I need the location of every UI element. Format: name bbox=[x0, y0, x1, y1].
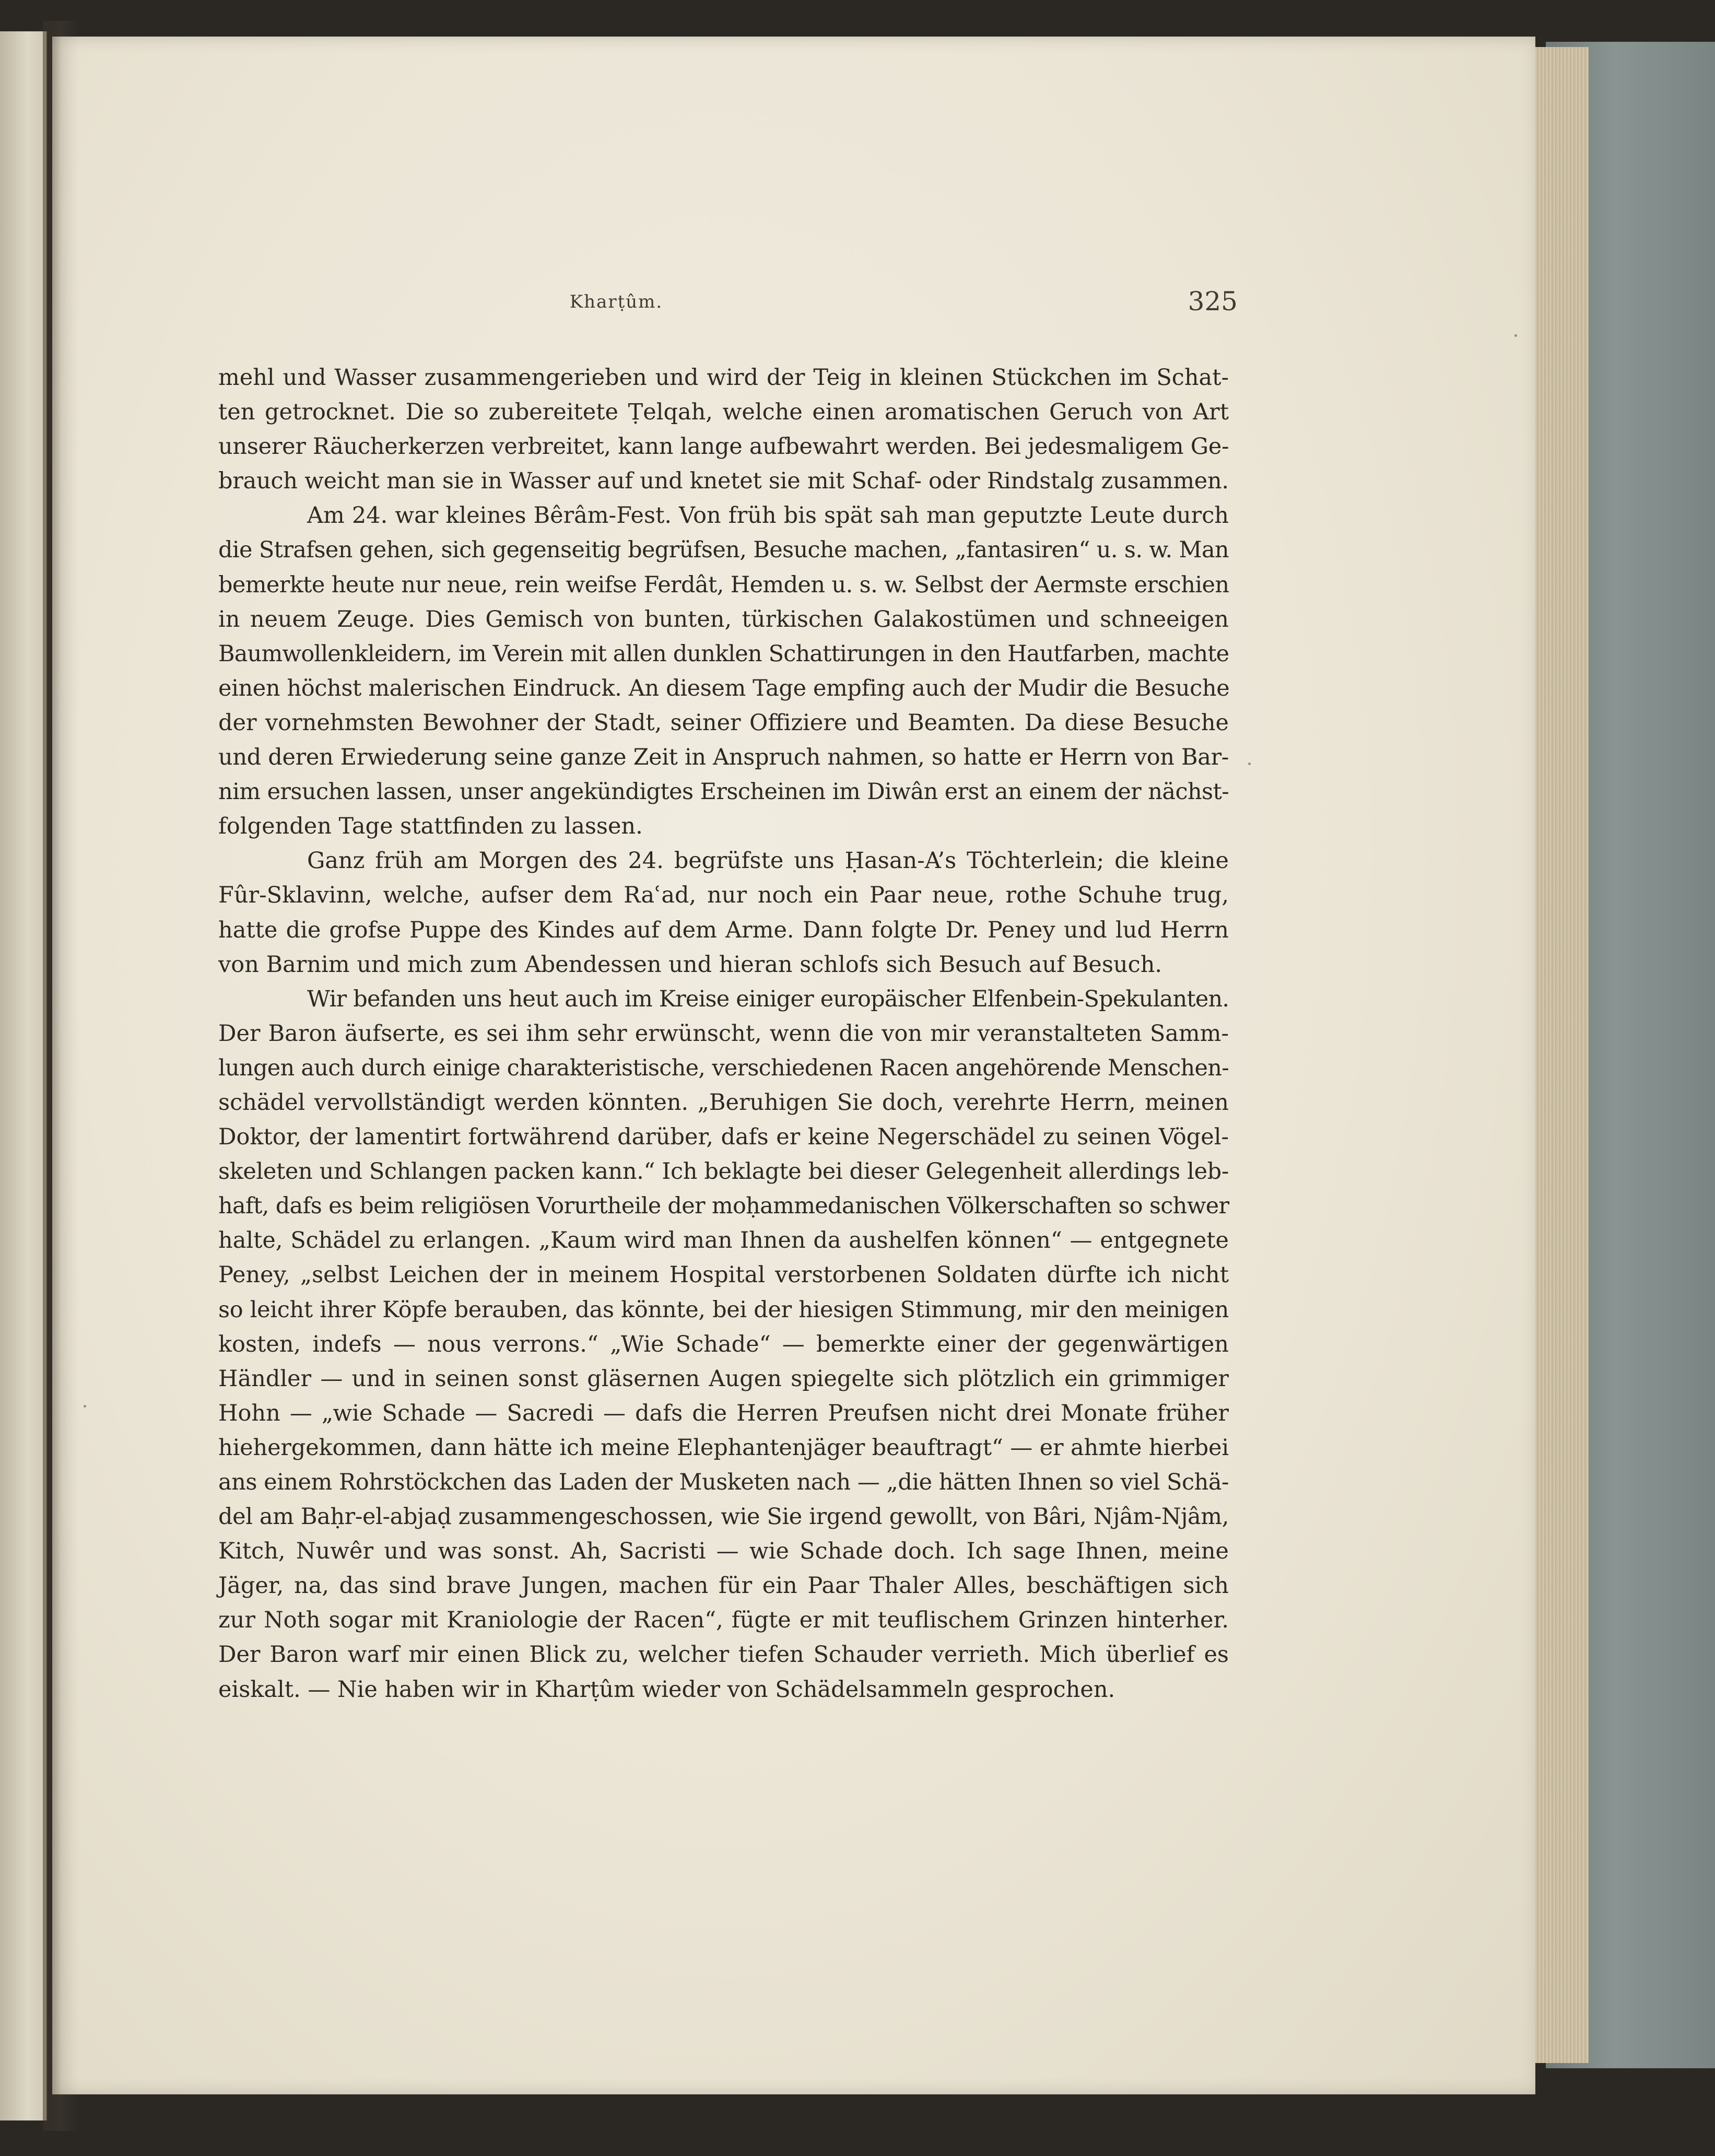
text-line: der vornehmsten Bewohner der Stadt, seiner Offiziere und Beamten. Da diese Besuche bbox=[218, 709, 1229, 736]
text-line: ans einem Rohrstöckchen das Laden der Musketen nach — „die hätten Ihnen so viel Schä- bbox=[218, 1469, 1229, 1495]
text-line: Der Baron äufserte, es sei ihm sehr erwünscht, wenn die von mir veranstalteten Samm- bbox=[218, 1020, 1229, 1047]
text-line: folgenden Tage stattfinden zu lassen. bbox=[218, 813, 643, 840]
text-line: einen höchst malerischen Eindruck. An diesem Tage empfing auch der Mudir die Besuche bbox=[218, 675, 1230, 701]
text-line: die Strafsen gehen, sich gegenseitig begrüfsen, Besuche machen, „fantasiren“ u. s. w. Man bbox=[218, 537, 1229, 564]
text-line: bemerkte heute nur neue, rein weifse Ferdât, Hemden u. s. w. Selbst der Aermste erschien bbox=[218, 571, 1229, 598]
text-line: hatte die grofse Puppe des Kindes auf dem Arme. Dann folgte Dr. Peney und lud Herrn bbox=[218, 917, 1229, 943]
paper-speck bbox=[1248, 763, 1251, 765]
text-line: zur Noth sogar mit Kraniologie der Racen“, fügte er mit teuflischem Grinzen hinterher. bbox=[218, 1607, 1229, 1634]
text-line: in neuem Zeuge. Dies Gemisch von bunten, türkischen Galakostümen und schneeigen bbox=[218, 606, 1229, 632]
text-line: Kitch, Nuwêr und was sonst. Ah, Sacristi — wie Schade doch. Ich sage Ihnen, meine bbox=[218, 1538, 1229, 1565]
text-line: Der Baron warf mir einen Blick zu, welcher tiefen Schauder verrieth. Mich überlief es bbox=[218, 1642, 1229, 1668]
text-line: schädel vervollständigt werden könnten. „Beruhigen Sie doch, verehrte Herrn, meinen bbox=[218, 1089, 1229, 1116]
text-line: halte, Schädel zu erlangen. „Kaum wird man Ihnen da aushelfen können“ — entgegnete bbox=[218, 1227, 1229, 1254]
text-line: Fûr-Sklavinn, welche, aufser dem Raʿad, nur noch ein Paar neue, rothe Schuhe trug, bbox=[218, 882, 1229, 909]
running-title: Kharṭûm. bbox=[569, 291, 663, 312]
text-line: Hohn — „wie Schade — Sacredi — dafs die Herren Preufsen nicht drei Monate früher bbox=[218, 1400, 1229, 1426]
text-line: Händler — und in seinen sonst gläsernen Augen spiegelte sich plötzlich ein grimmiger bbox=[218, 1365, 1229, 1392]
text-line: Ganz früh am Morgen des 24. begrüfste uns Ḥasan-A’s Töchterlein; die kleine bbox=[307, 848, 1229, 874]
text-line: eiskalt. — Nie haben wir in Kharṭûm wieder von Schädelsammeln gesprochen. bbox=[218, 1676, 1115, 1703]
text-line: so leicht ihrer Köpfe berauben, das könnte, bei der hiesigen Stimmung, mir den meinigen bbox=[218, 1296, 1229, 1323]
body-text bbox=[218, 360, 1229, 1707]
text-line: von Barnim und mich zum Abendessen und hieran schlofs sich Besuch auf Besuch. bbox=[218, 951, 1162, 978]
text-line: kosten, indefs — nous verrons.“ „Wie Schade“ — bemerkte einer der gegenwärtigen bbox=[218, 1331, 1229, 1357]
text-line: brauch weicht man sie in Wasser auf und knetet sie mit Schaf- oder Rindstalg zusammen. bbox=[218, 468, 1229, 495]
text-line: skeleten und Schlangen packen kann.“ Ich beklagte bei dieser Gelegenheit allerdings leb- bbox=[218, 1158, 1229, 1185]
text-line: ten getrocknet. Die so zubereitete Ṭelqah, welche einen aromatischen Geruch von Art bbox=[218, 399, 1229, 426]
text-line: nim ersuchen lassen, unser angekündigtes Erscheinen im Diwân erst an einem der nächst- bbox=[218, 779, 1229, 805]
text-line: und deren Erwiederung seine ganze Zeit in Anspruch nahmen, so hatte er Herrn von Bar- bbox=[218, 744, 1229, 771]
text-line: lungen auch durch einige charakteristische, verschiedenen Racen angehörende Menschen- bbox=[218, 1054, 1229, 1081]
text-line: hiehergekommen, dann hätte ich meine Elephantenjäger beauftragt“ — er ahmte hierbei bbox=[218, 1434, 1229, 1461]
paper-speck bbox=[1514, 334, 1517, 337]
running-head bbox=[172, 282, 1238, 319]
text-line: mehl und Wasser zusammengerieben und wird der Teig in kleinen Stückchen im Schat- bbox=[218, 365, 1229, 391]
page-number: 325 bbox=[1188, 286, 1238, 317]
page-edges-stack bbox=[1530, 47, 1589, 2063]
text-line: Wir befanden uns heut auch im Kreise einiger europäischer Elfenbein-Spekulanten. bbox=[307, 986, 1229, 1012]
facing-page-edge bbox=[0, 31, 47, 2120]
text-line: del am Baḥr-el-abjaḍ zusammengeschossen, wie Sie irgend gewollt, von Bâri, Njâm-Njâm, bbox=[218, 1504, 1229, 1530]
text-line: Doktor, der lamentirt fortwährend darüber, dafs er keine Negerschädel zu seinen Vögel- bbox=[218, 1124, 1229, 1151]
text-line: Jäger, na, das sind brave Jungen, machen für ein Paar Thaler Alles, beschäftigen sich bbox=[218, 1573, 1229, 1599]
gutter-shadow bbox=[43, 21, 79, 2131]
text-line: Peney, „selbst Leichen der in meinem Hospital verstorbenen Soldaten dürfte ich nicht bbox=[218, 1262, 1229, 1288]
text-line: haft, dafs es beim religiösen Vorurtheile der moḥammedanischen Völkerschaften so schwer bbox=[218, 1193, 1229, 1220]
text-line: Baumwollenkleidern, im Verein mit allen dunklen Schattirungen in den Hautfarben, machte bbox=[218, 640, 1229, 667]
text-line: unserer Räucherkerzen verbreitet, kann lange aufbewahrt werden. Bei jedesmaligem Ge- bbox=[218, 433, 1229, 460]
text-line: Am 24. war kleines Bêrâm-Fest. Von früh bis spät sah man geputzte Leute durch bbox=[307, 502, 1229, 529]
paper-speck bbox=[84, 1405, 86, 1408]
